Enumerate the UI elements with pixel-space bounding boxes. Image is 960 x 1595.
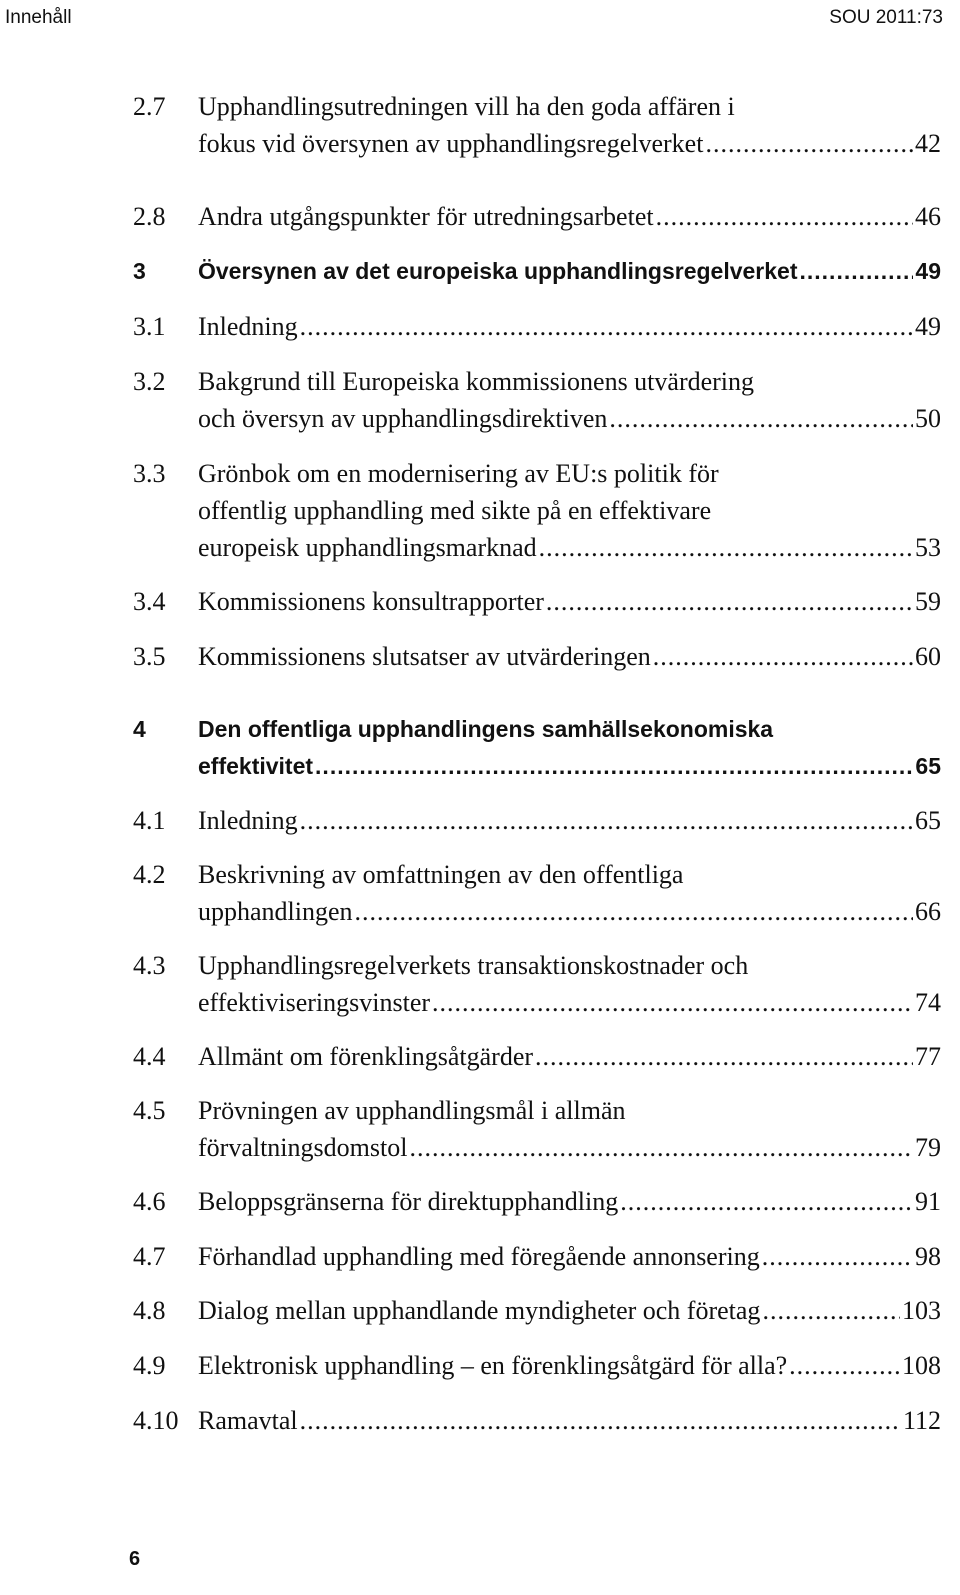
toc-entry-page: 59 xyxy=(915,587,941,616)
running-header xyxy=(0,0,960,40)
dot-leader xyxy=(653,638,913,675)
dot-leader xyxy=(300,802,913,839)
toc-entry-number: 4.9 xyxy=(133,1351,166,1380)
toc-entry-title-line: Andra utgångspunkter för utredningsarbetet xyxy=(198,202,654,231)
toc-entry-title-line: Grönbok om en modernisering av EU:s politik för xyxy=(198,459,719,488)
dot-leader xyxy=(656,198,913,235)
toc-entry-title-line: Kommissionens konsultrapporter xyxy=(198,587,544,616)
toc-entry-page: 103 xyxy=(902,1296,941,1325)
toc-entry-page: 77 xyxy=(915,1042,941,1071)
toc-entry-number: 4.6 xyxy=(133,1187,166,1216)
dot-leader xyxy=(409,1129,913,1166)
toc-entry-title-line: Inledning xyxy=(198,312,298,341)
toc-entry-page: 74 xyxy=(915,988,941,1017)
toc-entry-title-line: Bakgrund till Europeiska kommissionens utvärdering xyxy=(198,367,755,396)
toc-entry-title-line: Elektronisk upphandling – en förenklingsåtgärd för alla? xyxy=(198,1351,788,1380)
toc-entry-title-line: effektiviseringsvinster xyxy=(198,988,431,1017)
toc-entry-page: 112 xyxy=(902,1406,941,1435)
dot-leader xyxy=(546,583,913,620)
toc-entry-number: 4 xyxy=(133,716,146,742)
toc-entry-title-line: effektivitet xyxy=(198,753,314,779)
toc-section-entry[interactable] xyxy=(133,856,941,930)
toc-entry-page: 98 xyxy=(915,1242,941,1271)
dot-leader xyxy=(609,400,913,437)
toc-entry-title-line: Förhandlad upphandling med föregående annonsering xyxy=(198,1242,760,1271)
toc-entry-title-line: Allmänt om förenklingsåtgärder xyxy=(198,1042,534,1071)
toc-section-entry[interactable] xyxy=(133,802,941,839)
toc-section-entry[interactable] xyxy=(133,1038,941,1075)
dot-leader xyxy=(300,1402,901,1439)
toc-entry-number: 3.4 xyxy=(133,587,166,616)
toc-entry-title-line: och översyn av upphandlingsdirektiven xyxy=(198,404,608,433)
toc-entry-number: 3.2 xyxy=(133,367,166,396)
dot-leader xyxy=(800,253,914,290)
toc-section-entry[interactable] xyxy=(133,455,941,566)
toc-chapter-entry[interactable] xyxy=(133,711,941,785)
toc-entry-page: 60 xyxy=(915,642,941,671)
toc-entry-title-line: Kommissionens slutsatser av utvärderingen xyxy=(198,642,651,671)
toc-entry-title-line: Beskrivning av omfattningen av den offentliga xyxy=(198,860,684,889)
dot-leader xyxy=(535,1038,913,1075)
header-report-id: SOU 2011:73 xyxy=(829,7,943,28)
toc-entry-number: 2.8 xyxy=(133,202,166,231)
toc-entry-page: 91 xyxy=(915,1187,941,1216)
toc-entry-page: 49 xyxy=(915,258,941,284)
toc-entry-number: 3 xyxy=(133,258,146,284)
toc-entry-page: 53 xyxy=(915,533,941,562)
page-number: 6 xyxy=(129,1548,141,1570)
toc-section-entry[interactable] xyxy=(133,638,941,675)
toc-entry-title-line: europeisk upphandlingsmarknad xyxy=(198,533,537,562)
toc-section-entry[interactable] xyxy=(133,947,941,1021)
toc-entry-number: 4.3 xyxy=(133,951,166,980)
toc-entry-page: 50 xyxy=(915,404,941,433)
toc-entry-number: 4.4 xyxy=(133,1042,166,1071)
dot-leader xyxy=(762,1292,900,1329)
dot-leader xyxy=(432,984,913,1021)
toc-entry-number: 4.7 xyxy=(133,1242,166,1271)
toc-entry-number: 4.8 xyxy=(133,1296,166,1325)
toc-section-entry[interactable] xyxy=(133,583,941,620)
toc-entry-title-line: fokus vid översynen av upphandlingsregelverket xyxy=(198,129,704,158)
toc-section-entry[interactable] xyxy=(133,1238,941,1275)
dot-leader xyxy=(300,308,913,345)
dot-leader xyxy=(355,893,913,930)
toc-entry-page: 66 xyxy=(915,897,941,926)
dot-leader xyxy=(789,1347,900,1384)
toc-entry-title-line: Prövningen av upphandlingsmål i allmän xyxy=(198,1096,626,1125)
toc-entry-page: 42 xyxy=(915,129,941,158)
toc-section-entry[interactable] xyxy=(133,1292,941,1329)
dot-leader xyxy=(762,1238,913,1275)
toc-entry-number: 3.3 xyxy=(133,459,166,488)
toc-entry-number: 3.5 xyxy=(133,642,166,671)
toc-entry-page: 65 xyxy=(915,806,941,835)
toc-entry-title-line: Beloppsgränserna för direktupphandling xyxy=(198,1187,619,1216)
toc-entry-title-line: upphandlingen xyxy=(198,897,353,926)
toc-entry-number: 4.1 xyxy=(133,806,166,835)
toc-chapter-entry[interactable] xyxy=(133,253,941,290)
toc-entry-title-line: Inledning xyxy=(198,806,298,835)
toc-section-entry[interactable] xyxy=(133,1092,941,1166)
dot-leader xyxy=(315,748,913,785)
toc-entry-title-line: Upphandlingsregelverkets transaktionskostnader och xyxy=(198,951,749,980)
toc-section-entry[interactable] xyxy=(133,363,941,437)
toc-section-entry[interactable] xyxy=(133,88,941,162)
dot-leader xyxy=(539,529,913,566)
toc-entry-number: 3.1 xyxy=(133,312,166,341)
toc-entry-title-line: Upphandlingsutredningen vill ha den goda affären i xyxy=(198,92,735,121)
toc-entry-page: 79 xyxy=(915,1133,941,1162)
toc-entry-title-line: Den offentliga upphandlingens samhällsekonomiska xyxy=(198,716,774,742)
toc-entry-title-line: Dialog mellan upphandlande myndigheter och företag xyxy=(198,1296,761,1325)
toc-entry-number: 4.10 xyxy=(133,1406,179,1435)
toc-entry-page: 46 xyxy=(915,202,941,231)
toc-entry-title-line: Ramavtal xyxy=(198,1406,298,1435)
toc-section-entry[interactable] xyxy=(133,1183,941,1220)
toc-section-entry[interactable] xyxy=(133,198,941,235)
dot-leader xyxy=(620,1183,913,1220)
dot-leader xyxy=(705,125,913,162)
toc-entry-title-line: Översynen av det europeiska upphandlingsregelverket xyxy=(198,258,798,284)
toc-entry-number: 2.7 xyxy=(133,92,166,121)
toc-entry-title-line: förvaltningsdomstol xyxy=(198,1133,408,1162)
header-section-title: Innehåll xyxy=(5,7,72,28)
toc-section-entry[interactable] xyxy=(133,308,941,345)
toc-entry-page: 108 xyxy=(902,1351,941,1380)
toc-entry-page: 49 xyxy=(915,312,941,341)
toc-entry-number: 4.5 xyxy=(133,1096,166,1125)
toc-section-entry[interactable] xyxy=(133,1402,941,1439)
toc-entry-title-line: offentlig upphandling med sikte på en effektivare xyxy=(198,496,712,525)
toc-entry-number: 4.2 xyxy=(133,860,166,889)
toc-entry-page: 65 xyxy=(915,753,941,779)
toc-section-entry[interactable] xyxy=(133,1347,941,1384)
